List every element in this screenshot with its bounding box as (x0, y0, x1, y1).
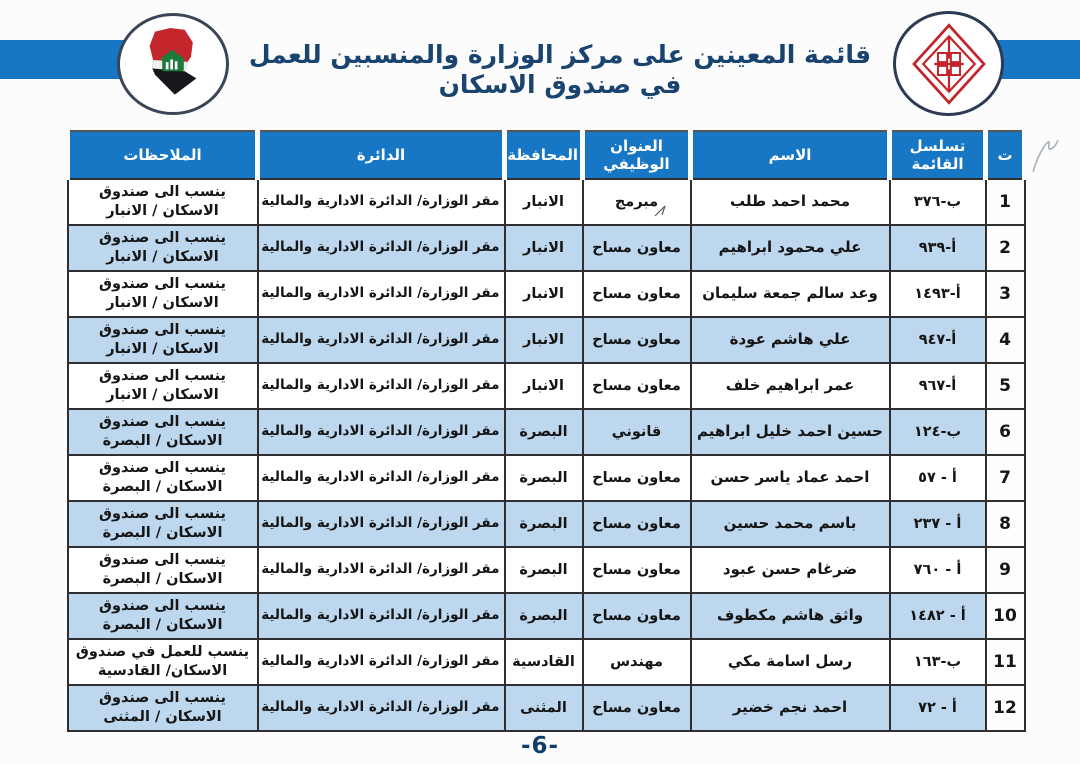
cell-serial: أ - ٥٧ (890, 455, 986, 501)
cell-job: معاون مساح (583, 547, 691, 593)
table-row (68, 547, 1025, 593)
cell-job: معاون مساح (583, 317, 691, 363)
cell-governorate: القادسية (505, 639, 583, 685)
cell-no: 9 (986, 547, 1025, 593)
cell-name: محمد احمد طلب (691, 179, 890, 225)
column-header-department: الدائرة (258, 131, 505, 179)
cell-no: 2 (986, 225, 1025, 271)
cell-governorate: الانبار (505, 363, 583, 409)
cell-governorate: البصرة (505, 455, 583, 501)
cell-governorate: الانبار (505, 179, 583, 225)
cell-name: رسل اسامة مكي (691, 639, 890, 685)
cell-department: مقر الوزارة/ الدائرة الادارية والمالية (258, 409, 505, 455)
appointees-table (65, 130, 1027, 732)
kufic-diamond-graphic (903, 18, 995, 110)
cell-job: معاون مساح (583, 593, 691, 639)
page-title: قائمة المعينين على مركز الوزارة والمنسبين للعمل في صندوق الاسكان (248, 40, 872, 99)
cell-job: معاون مساح (583, 455, 691, 501)
cell-name: حسين احمد خليل ابراهيم (691, 409, 890, 455)
cell-notes: ينسب الى صندوق الاسكان / البصرة (68, 547, 258, 593)
table-row (68, 501, 1025, 547)
cell-name: ضرغام حسن عبود (691, 547, 890, 593)
cell-governorate: البصرة (505, 409, 583, 455)
cell-governorate: الانبار (505, 271, 583, 317)
cell-department: مقر الوزارة/ الدائرة الادارية والمالية (258, 225, 505, 271)
cell-job: معاون مساح (583, 271, 691, 317)
cell-serial: أ-١٤٩٣ (890, 271, 986, 317)
table-row (68, 363, 1025, 409)
cell-no: 7 (986, 455, 1025, 501)
cell-notes: ينسب الى صندوق الاسكان / الانبار (68, 225, 258, 271)
cell-department: مقر الوزارة/ الدائرة الادارية والمالية (258, 639, 505, 685)
cell-governorate: البصرة (505, 593, 583, 639)
table-row (68, 225, 1025, 271)
cell-notes: ينسب الى صندوق الاسكان / البصرة (68, 501, 258, 547)
table-body (68, 179, 1025, 731)
table-row (68, 179, 1025, 225)
cell-department: مقر الوزارة/ الدائرة الادارية والمالية (258, 685, 505, 731)
page-number: -6- (520, 733, 560, 759)
cell-serial: أ - ٢٣٧ (890, 501, 986, 547)
cell-serial: أ - ١٤٨٢ (890, 593, 986, 639)
cell-job: مهندس (583, 639, 691, 685)
scan-pen-mark (1025, 130, 1065, 180)
cell-notes: ينسب الى صندوق الاسكان / الانبار (68, 179, 258, 225)
cell-name: احمد عماد ياسر حسن (691, 455, 890, 501)
column-header-governorate: المحافظة (505, 131, 583, 179)
table-row (68, 639, 1025, 685)
cell-name: باسم محمد حسين (691, 501, 890, 547)
cell-job: معاون مساح (583, 225, 691, 271)
ministry-emblem-icon (117, 13, 229, 115)
cell-name: علي هاشم عودة (691, 317, 890, 363)
cell-notes: ينسب الى صندوق الاسكان / الانبار (68, 317, 258, 363)
cell-department: مقر الوزارة/ الدائرة الادارية والمالية (258, 455, 505, 501)
cell-job: معاون مساح (583, 501, 691, 547)
cell-no: 3 (986, 271, 1025, 317)
cell-notes: ينسب الى صندوق الاسكان / البصرة (68, 409, 258, 455)
cell-no: 5 (986, 363, 1025, 409)
table-header-row (68, 131, 1025, 179)
cell-governorate: الانبار (505, 317, 583, 363)
iraq-map-graphic (125, 19, 221, 109)
cell-job: معاون مساح (583, 685, 691, 731)
cell-notes: ينسب الى صندوق الاسكان / الانبار (68, 363, 258, 409)
cell-governorate: المثنى (505, 685, 583, 731)
cell-job: قانوني (583, 409, 691, 455)
cell-job: معاون مساح (583, 363, 691, 409)
table-row (68, 593, 1025, 639)
cell-serial: ب-٣٧٦ (890, 179, 986, 225)
cell-serial: أ-٩٤٧ (890, 317, 986, 363)
cell-notes: ينسب للعمل في صندوق الاسكان/ القادسية (68, 639, 258, 685)
cell-governorate: البصرة (505, 547, 583, 593)
cell-department: مقر الوزارة/ الدائرة الادارية والمالية (258, 593, 505, 639)
cell-serial: ب-١٢٤ (890, 409, 986, 455)
cell-department: مقر الوزارة/ الدائرة الادارية والمالية (258, 363, 505, 409)
cell-serial: أ-٩٦٧ (890, 363, 986, 409)
cell-department: مقر الوزارة/ الدائرة الادارية والمالية (258, 179, 505, 225)
cell-serial: أ - ٧٦٠ (890, 547, 986, 593)
table-row (68, 271, 1025, 317)
table-row (68, 685, 1025, 731)
cell-name: واثق هاشم مكطوف (691, 593, 890, 639)
cell-notes: ينسب الى صندوق الاسكان / المثنى (68, 685, 258, 731)
table-row (68, 317, 1025, 363)
cell-no: 8 (986, 501, 1025, 547)
cell-name: علي محمود ابراهيم (691, 225, 890, 271)
cell-governorate: البصرة (505, 501, 583, 547)
table-row (68, 409, 1025, 455)
cell-department: مقر الوزارة/ الدائرة الادارية والمالية (258, 501, 505, 547)
column-header-no: ت (986, 131, 1025, 179)
cell-serial: ب-١٦٣ (890, 639, 986, 685)
cell-department: مقر الوزارة/ الدائرة الادارية والمالية (258, 547, 505, 593)
column-header-name: الاسم (691, 131, 890, 179)
cell-name: احمد نجم خضير (691, 685, 890, 731)
cell-name: عمر ابراهيم خلف (691, 363, 890, 409)
cell-serial: أ-٩٣٩ (890, 225, 986, 271)
column-header-notes: الملاحظات (68, 131, 258, 179)
cell-no: 10 (986, 593, 1025, 639)
cell-serial: أ - ٧٢ (890, 685, 986, 731)
column-header-job: العنوان الوظيفي (583, 131, 691, 179)
cell-department: مقر الوزارة/ الدائرة الادارية والمالية (258, 317, 505, 363)
cell-no: 12 (986, 685, 1025, 731)
cell-no: 11 (986, 639, 1025, 685)
cell-no: 6 (986, 409, 1025, 455)
cell-notes: ينسب الى صندوق الاسكان / الانبار (68, 271, 258, 317)
cell-no: 1 (986, 179, 1025, 225)
cell-job: مبرمج (583, 179, 691, 225)
cell-governorate: الانبار (505, 225, 583, 271)
cell-notes: ينسب الى صندوق الاسكان / البصرة (68, 455, 258, 501)
housing-fund-emblem-icon (893, 11, 1004, 116)
cell-department: مقر الوزارة/ الدائرة الادارية والمالية (258, 271, 505, 317)
table-row (68, 455, 1025, 501)
cell-name: وعد سالم جمعة سليمان (691, 271, 890, 317)
cell-notes: ينسب الى صندوق الاسكان / البصرة (68, 593, 258, 639)
column-header-serial: تسلسل القائمة (890, 131, 986, 179)
cell-no: 4 (986, 317, 1025, 363)
